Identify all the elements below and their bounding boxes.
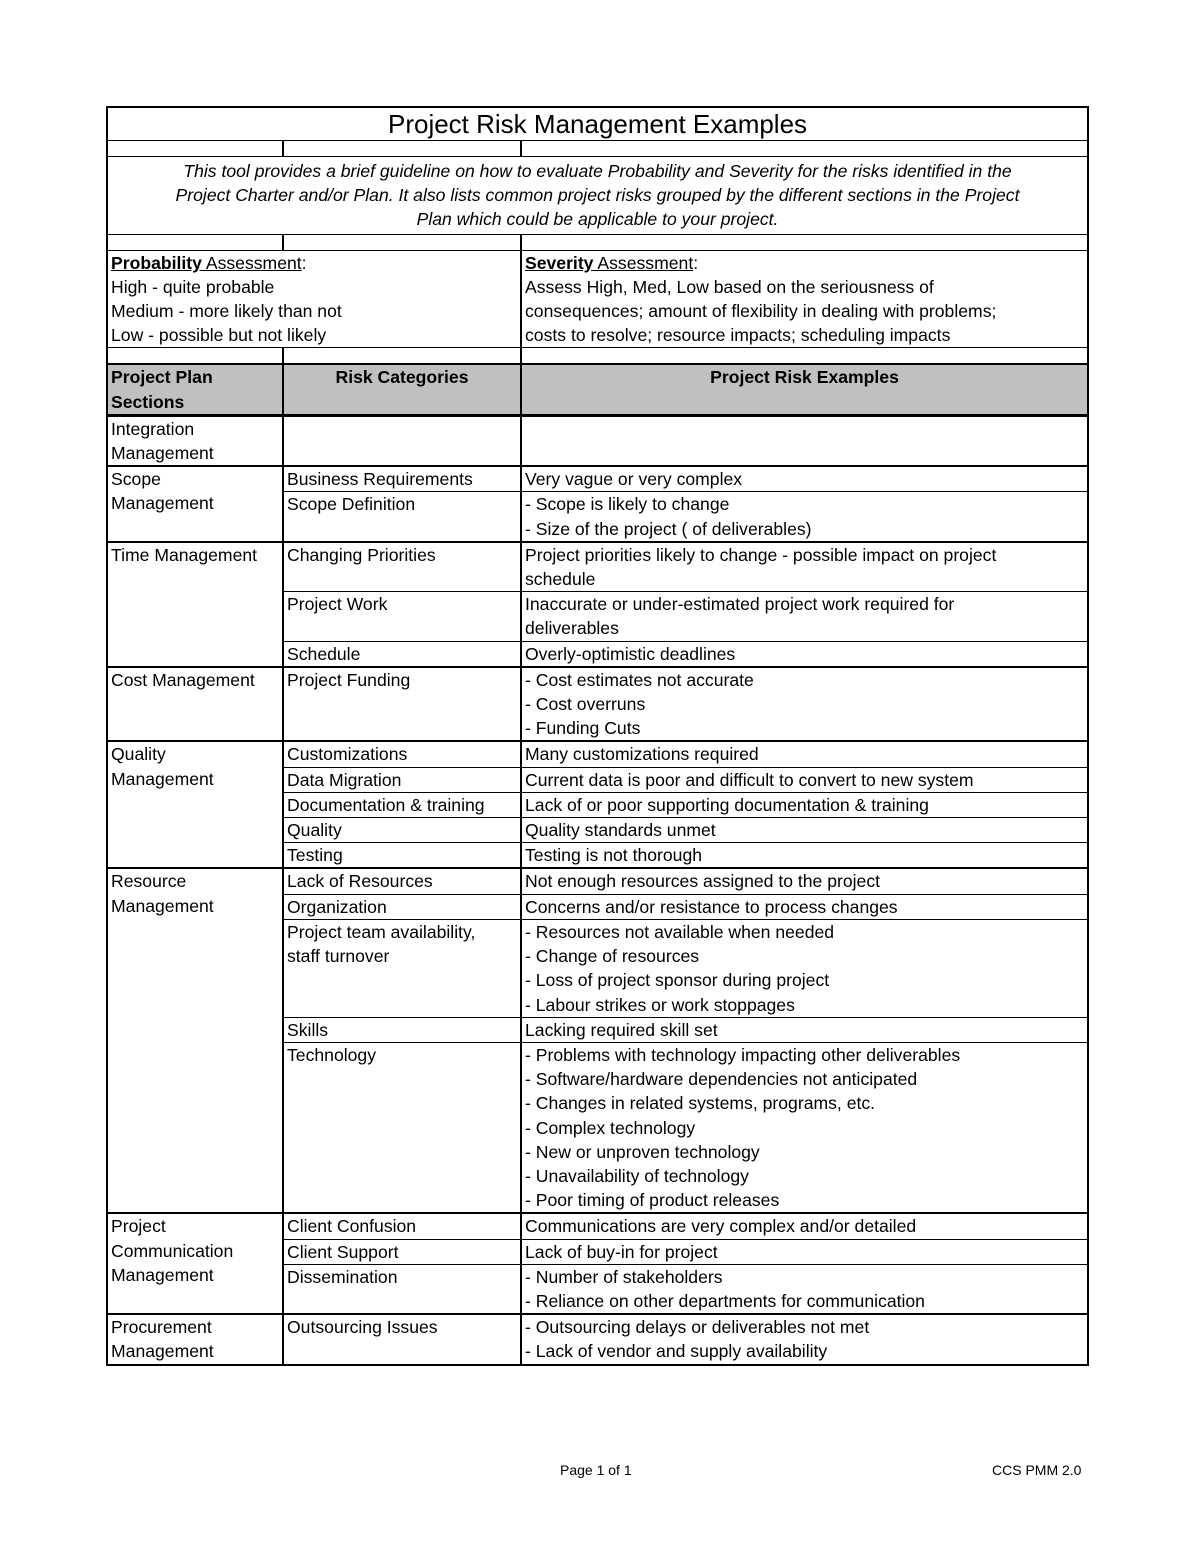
category-cell: Organization xyxy=(283,894,521,919)
example-cell: - Scope is likely to change - Size of the project ( of deliverables) xyxy=(521,492,1088,542)
header-examples: Project Risk Examples xyxy=(521,364,1088,415)
probability-assessment: Probability Assessment: High - quite probable Medium - more likely than not Low - possible but not likely xyxy=(107,250,521,348)
section-cell: Time Management xyxy=(107,542,283,667)
section-cell: Quality Management xyxy=(107,741,283,868)
section-cell: Procurement Management xyxy=(107,1314,283,1364)
intro-line: This tool provides a brief guideline on how to evaluate Probability and Severity for the risks identified in the xyxy=(183,161,1012,181)
example-cell: Inaccurate or under-estimated project work required for deliverables xyxy=(521,592,1088,641)
header-categories: Risk Categories xyxy=(283,364,521,415)
table-row xyxy=(107,868,1088,894)
example-cell: - Problems with technology impacting other deliverables - Software/hardware dependencies not anticipated - Changes in related systems, programs, etc. - Complex technology - New or unproven technology - Unavailability of technology - Poor timing of product releases xyxy=(521,1042,1088,1213)
example-cell: Lack of or poor supporting documentation & training xyxy=(521,792,1088,817)
section-cell: Cost Management xyxy=(107,667,283,742)
example-cell: Lack of buy-in for project xyxy=(521,1239,1088,1264)
category-cell: Skills xyxy=(283,1017,521,1042)
section-cell: Integration Management xyxy=(107,415,283,466)
example-cell: Overly-optimistic deadlines xyxy=(521,641,1088,667)
example-cell: Quality standards unmet xyxy=(521,818,1088,843)
category-cell: Client Confusion xyxy=(283,1213,521,1239)
example-cell: - Number of stakeholders - Reliance on other departments for communication xyxy=(521,1264,1088,1314)
example-cell: - Resources not available when needed - Change of resources - Loss of project sponsor during project - Labour strikes or work stoppages xyxy=(521,919,1088,1017)
category-cell: Project team availability, staff turnover xyxy=(283,919,521,1017)
example-cell: Communications are very complex and/or detailed xyxy=(521,1213,1088,1239)
category-cell: Changing Priorities xyxy=(283,542,521,592)
example-cell: - Outsourcing delays or deliverables not met - Lack of vendor and supply availability xyxy=(521,1314,1088,1364)
page-number: Page 1 of 1 xyxy=(560,1462,632,1478)
example-cell: Testing is not thorough xyxy=(521,843,1088,869)
example-cell: Concerns and/or resistance to process changes xyxy=(521,894,1088,919)
intro-line: Project Charter and/or Plan. It also lists common project risks grouped by the different sections in the Project xyxy=(175,185,1020,206)
category-cell: Testing xyxy=(283,843,521,869)
category-cell: Business Requirements xyxy=(283,466,521,492)
category-cell: Client Support xyxy=(283,1239,521,1264)
example-cell: Lacking required skill set xyxy=(521,1017,1088,1042)
section-cell: Scope Management xyxy=(107,466,283,542)
category-cell: Data Migration xyxy=(283,767,521,792)
assessment-row xyxy=(107,250,1088,348)
example-cell: - Cost estimates not accurate - Cost overruns - Funding Cuts xyxy=(521,667,1088,742)
table-row xyxy=(107,542,1088,592)
category-cell: Documentation & training xyxy=(283,792,521,817)
table-row xyxy=(107,1213,1088,1239)
table-row xyxy=(107,741,1088,767)
category-cell: Scope Definition xyxy=(283,492,521,542)
category-cell: Lack of Resources xyxy=(283,868,521,894)
intro-line: Plan which could be applicable to your project. xyxy=(416,209,779,230)
section-cell: Resource Management xyxy=(107,868,283,1213)
page-title: Project Risk Management Examples xyxy=(107,107,1088,141)
category-cell: Dissemination xyxy=(283,1264,521,1314)
table-row xyxy=(107,415,1088,466)
category-cell: Project Funding xyxy=(283,667,521,742)
document-version: CCS PMM 2.0 xyxy=(992,1462,1082,1478)
example-cell: Very vague or very complex xyxy=(521,466,1088,492)
example-cell: Many customizations required xyxy=(521,741,1088,767)
category-cell: Schedule xyxy=(283,641,521,667)
section-cell: Project Communication Management xyxy=(107,1213,283,1314)
table-header xyxy=(107,364,1088,415)
category-cell: Customizations xyxy=(283,741,521,767)
header-sections: Project Plan Sections xyxy=(107,364,283,415)
table-row xyxy=(107,1314,1088,1364)
severity-heading: Severity Assessment: xyxy=(525,252,699,273)
risk-sheet xyxy=(106,106,1087,1366)
risk-table xyxy=(106,106,1089,1366)
example-cell: Current data is poor and difficult to convert to new system xyxy=(521,767,1088,792)
table-row xyxy=(107,667,1088,742)
intro-text xyxy=(107,157,1088,235)
category-cell: Technology xyxy=(283,1042,521,1213)
category-cell: Project Work xyxy=(283,592,521,641)
probability-heading: Probability Assessment: xyxy=(111,252,307,273)
severity-assessment: Severity Assessment: Assess High, Med, Low based on the seriousness of consequences; amount of flexibility in dealing with problems; costs to resolve; resource impacts; scheduling impacts xyxy=(521,250,1088,348)
example-cell: Not enough resources assigned to the project xyxy=(521,868,1088,894)
table-row xyxy=(107,466,1088,492)
example-cell: Project priorities likely to change - possible impact on project schedule xyxy=(521,542,1088,592)
category-cell: Outsourcing Issues xyxy=(283,1314,521,1364)
category-cell: Quality xyxy=(283,818,521,843)
